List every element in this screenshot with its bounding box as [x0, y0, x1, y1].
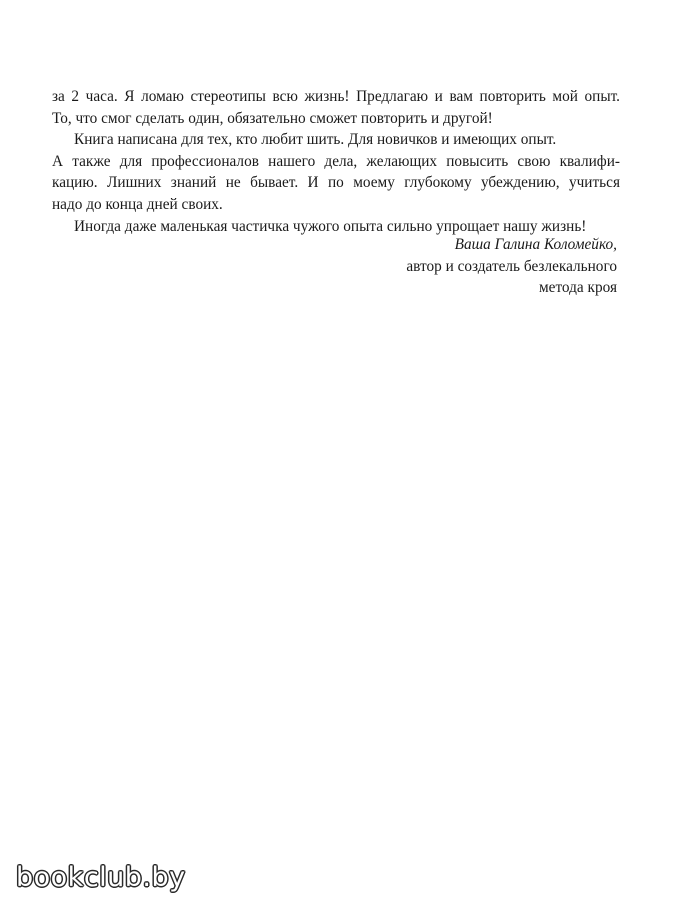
text-line: Иногда даже маленькая частичка чужого опыта сильно упрощает нашу жизнь! — [74, 217, 587, 235]
text-line: То, что смог сделать один, обязательно сможет повторить и другой! — [52, 109, 493, 127]
text-line: кацию. Лишних знаний не бывает. И по моему глубокому убеждению, учиться — [52, 174, 620, 192]
text-line: А также для профессионалов нашего дела, желающих повысить свою квалифи- — [52, 152, 620, 170]
text-line: за 2 часа. Я ломаю стереотипы всю жизнь! Предлагаю и вам повторить мой опыт. — [52, 88, 620, 105]
text-line: надо до конца дней своих. — [52, 195, 223, 213]
page-body — [52, 86, 620, 237]
author-signature — [406, 234, 617, 299]
site-watermark: bookclub.by — [16, 862, 186, 893]
author-role-line-2: метода кроя — [538, 279, 617, 297]
paragraph-2 — [52, 129, 620, 215]
paragraph-1 — [52, 86, 620, 129]
author-name: Ваша Галина Коломейко, — [454, 236, 617, 253]
text-line: Книга написана для тех, кто любит шить. Для новичков и имеющих опыт. — [74, 131, 557, 149]
author-role-line-1: автор и создатель безлекального — [406, 257, 617, 275]
